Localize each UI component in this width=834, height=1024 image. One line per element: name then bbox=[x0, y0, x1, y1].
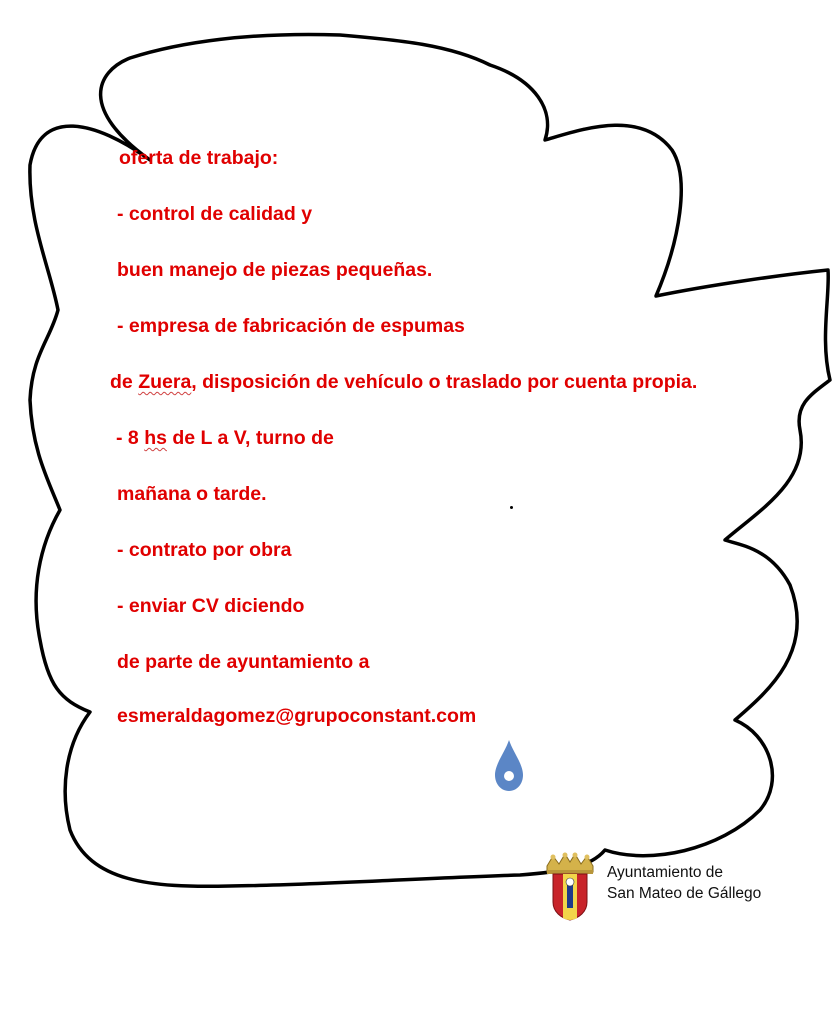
spellcheck-word-zuera: Zuera bbox=[138, 371, 192, 393]
offer-line-contract: - contrato por obra bbox=[117, 539, 292, 561]
offer-line-send-cv: - enviar CV diciendo bbox=[117, 595, 305, 617]
offer-line-location bbox=[110, 371, 697, 393]
coat-of-arms-logo bbox=[541, 852, 599, 922]
offer-line-quality-control: - control de calidad y bbox=[117, 203, 313, 225]
offer-line-location-prefix: de bbox=[110, 371, 139, 393]
organization-logo-block bbox=[541, 852, 761, 922]
organization-line-1: Ayuntamiento de bbox=[607, 864, 724, 881]
offer-line-small-parts: buen manejo de piezas pequeñas. bbox=[117, 259, 433, 281]
offer-line-hours bbox=[116, 427, 334, 449]
spellcheck-word-hs: hs bbox=[144, 427, 167, 449]
offer-line-shift: mañana o tarde. bbox=[117, 483, 267, 505]
organization-name bbox=[607, 862, 761, 904]
offer-line-company: - empresa de fabricación de espumas bbox=[117, 315, 465, 337]
offer-heading: oferta de trabajo: bbox=[119, 147, 279, 169]
offer-email: esmeraldagomez@grupoconstant.com bbox=[117, 705, 477, 727]
offer-line-on-behalf: de parte de ayuntamiento a bbox=[117, 651, 370, 673]
organization-line-2: San Mateo de Gállego bbox=[607, 885, 762, 902]
water-drop-icon bbox=[491, 738, 527, 794]
offer-line-hours-prefix: - 8 bbox=[116, 427, 145, 449]
offer-line-hours-rest: de L a V, turno de bbox=[166, 427, 334, 449]
stray-dot bbox=[510, 506, 513, 509]
offer-line-location-rest: , disposición de vehículo o traslado por cuenta propia. bbox=[191, 371, 698, 393]
